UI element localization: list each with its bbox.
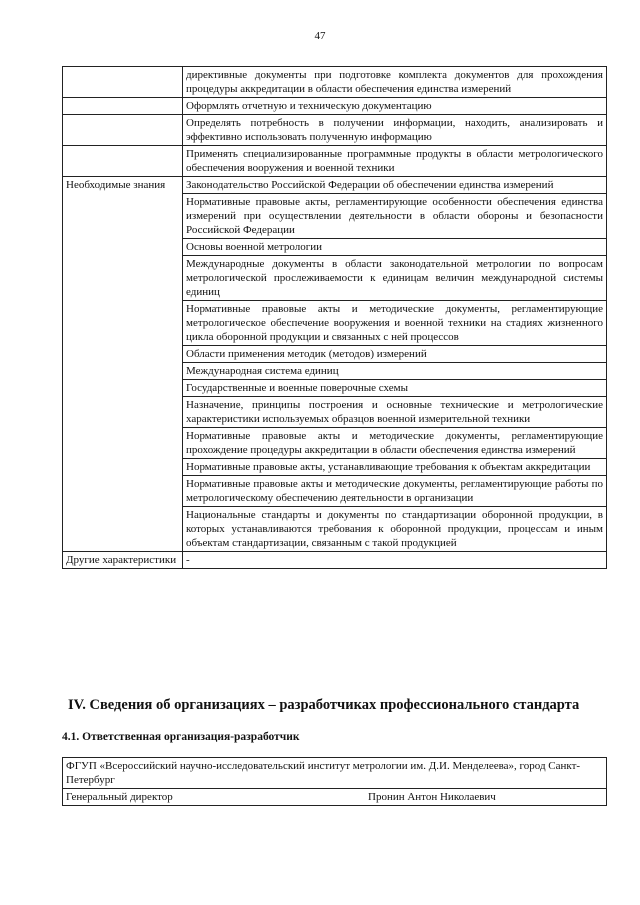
knowledge-item: Назначение, принципы построения и основные технические и метрологические характеристики используемых образцов военной измерительной техники xyxy=(183,397,607,428)
skill-item: Определять потребность в получении информации, находить, анализировать и эффективно использовать полученную информацию xyxy=(183,115,607,146)
table-row xyxy=(63,789,607,806)
table-row xyxy=(63,98,607,115)
skill-item: директивные документы при подготовке комплекта документов для прохождения процедуры аккредитации в области обеспечения единства измерений xyxy=(183,67,607,98)
table-row xyxy=(63,67,607,98)
skill-item: Оформлять отчетную и техническую документацию xyxy=(183,98,607,115)
knowledge-item: Нормативные правовые акты, регламентирующие особенности обеспечения единства измерений при осуществлении деятельности в области обороны и безопасности Российской Федерации xyxy=(183,194,607,239)
knowledge-item: Области применения методик (методов) измерений xyxy=(183,346,607,363)
subsection-heading: 4.1. Ответственная организация-разработчик xyxy=(62,731,300,743)
table-row xyxy=(63,552,607,569)
page-number: 47 xyxy=(314,30,326,42)
director-cell xyxy=(63,789,607,806)
knowledge-label: Необходимые знания xyxy=(63,177,183,552)
knowledge-item: Государственные и военные поверочные схемы xyxy=(183,380,607,397)
knowledge-item: Международная система единиц xyxy=(183,363,607,380)
knowledge-item: Основы военной метрологии xyxy=(183,239,607,256)
table-row xyxy=(63,146,607,177)
organization-table xyxy=(62,757,607,806)
skill-item: Применять специализированные программные продукты в области метрологического обеспечения вооружения и военной техники xyxy=(183,146,607,177)
section-heading: IV. Сведения об организациях – разработчиках профессионального стандарта xyxy=(68,697,580,713)
requirements-table xyxy=(62,66,607,569)
empty-label-cell xyxy=(63,115,183,146)
empty-label-cell xyxy=(63,98,183,115)
knowledge-item: Национальные стандарты и документы по стандартизации оборонной продукции, в которых устанавливаются требования к оборонной продукции, процессам и иным объектам стандартизации, связанным с такой продукцией xyxy=(183,507,607,552)
organization-name: ФГУП «Всероссийский научно-исследовательский институт метрологии им. Д.И. Менделеева», город Санкт-Петербург xyxy=(63,758,607,789)
table-row xyxy=(63,758,607,789)
knowledge-item: Нормативные правовые акты и методические документы, регламентирующие прохождение процедуры аккредитации в области обеспечения единства измерений xyxy=(183,428,607,459)
empty-label-cell xyxy=(63,146,183,177)
other-characteristics-value: - xyxy=(183,552,607,569)
knowledge-item: Международные документы в области законодательной метрологии по вопросам метрологической прослеживаемости к единицам величин международной системы единиц xyxy=(183,256,607,301)
knowledge-item: Нормативные правовые акты и методические документы, регламентирующие работы по метрологическому обеспечению деятельности в организации xyxy=(183,476,607,507)
director-title: Генеральный директор xyxy=(66,791,173,803)
knowledge-item: Нормативные правовые акты и методические документы, регламентирующие метрологическое обеспечение вооружения и военной техники на стадиях жизненного цикла оборонной продукции и связанных с ней процессов xyxy=(183,301,607,346)
table-row xyxy=(63,177,607,194)
knowledge-item: Законодательство Российской Федерации об обеспечении единства измерений xyxy=(183,177,607,194)
table-row xyxy=(63,115,607,146)
other-characteristics-label: Другие характеристики xyxy=(63,552,183,569)
knowledge-item: Нормативные правовые акты, устанавливающие требования к объектам аккредитации xyxy=(183,459,607,476)
empty-label-cell xyxy=(63,67,183,98)
director-name: Пронин Антон Николаевич xyxy=(368,791,496,803)
